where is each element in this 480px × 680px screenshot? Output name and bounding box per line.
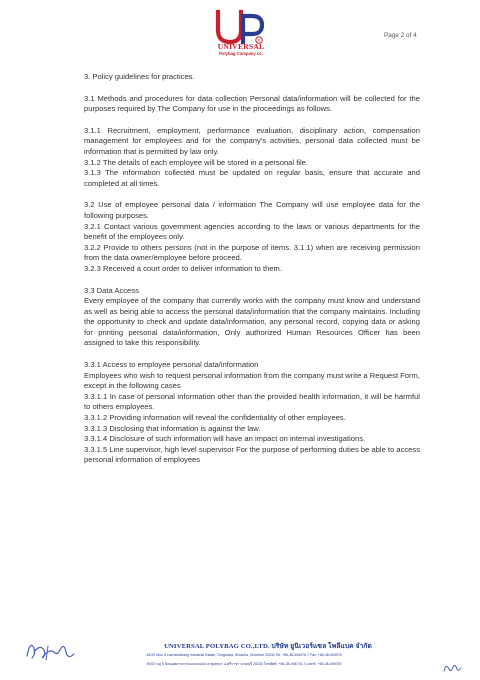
handwritten-initials <box>442 661 462 675</box>
paragraph-3-1: 3.1 Methods and procedures for data collection Personal data/information will be collected for the purposes required by The Company for use in the proceedings as follows. <box>84 93 420 114</box>
footer-company-name: UNIVERSAL POLYBAG CO.,LTD. บริษัท ยูนิเวอร์แซล โพลีแบค จำกัด <box>164 643 372 650</box>
document-body <box>84 72 420 466</box>
paragraph-3-1-2: 3.1.2 The details of each employee will be stored in a personal file. <box>84 157 309 167</box>
brand-name: UNIVERSAL <box>217 42 265 51</box>
paragraph-3-3-1-4: 3.3.1.4 Disclosure of such information will have an impact on internal investigations. <box>84 434 366 444</box>
paragraph-3-2-3: 3.2.3 Received a court order to deliver information to them. <box>84 263 282 273</box>
svg-text:R: R <box>257 37 261 43</box>
paragraph-3-2: 3.2 Use of employee personal data / information The Company will use employee data for the following purposes. <box>84 200 420 220</box>
paragraph-3-1-3: 3.1.3 The information collected must be updated on regular basis, ensure that accurate and completed at all times. <box>84 168 420 188</box>
brand-subtitle: Polybag Company co. <box>219 51 263 56</box>
company-logo <box>212 8 268 66</box>
footer-address-thai: 49/22 หมู่ 5 นิคมอุตสาหกรรมแหลมฉบัง ต.ทุ่งสุขลา อ.ศรีราชา จ.ชลบุรี 20230 โทรศัพท์. +66-38-494076-7 แฟกซ์. +66-38-494078 <box>146 662 342 666</box>
paragraph-3-3-1-2: 3.3.1.2 Providing information will reveal the confidentiality of other employees. <box>84 413 346 423</box>
paragraph-3-3-1-5: 3.3.1.5 Line supervisor, high level supervisor For the purpose of performing duties be able to access personal information of employees <box>84 444 421 465</box>
paragraph-3-1-1: 3.1.1 Recruitment, employment, performance evaluation, disciplinary action, compensation management for employees and for the company's activities, personal data collected must be information that is permitted by law only. <box>84 125 420 156</box>
heading-3-3-1: 3.3.1 Access to employee personal data/information <box>84 360 259 370</box>
heading-3-3: 3.3 Data Access <box>84 285 139 295</box>
paragraph-3-3: Every employee of the company that currently works with the company must know and understand as well as being able to access the personal data/information that the company maintains. Including the opportunity to check and update data/information, any personal record, copying data or asking for printing personal data/information, Only authorized Human Resources Officer has been assigned to take this responsibility. <box>84 296 420 348</box>
paragraph-3-3-1: Employees who wish to request personal information from the company must write a Request Form, except in the following cases <box>84 370 420 391</box>
paragraph-3-3-1-1: 3.3.1.1 In case of personal information other than the provided health information, it will be harmful to others employees. <box>84 391 420 412</box>
paragraph-3-2-2: 3.2.2 Provide to others persons (not in the purpose of items. 3.1.1) when are receiving permission from the data owner/employee before proceed. <box>84 242 420 263</box>
paragraph-3-2-1: 3.2.1 Contact various government agencies according to the laws or various departments for the benefit of the employees only. <box>84 221 420 242</box>
footer-address-english: 49/22 Moo 5 Laemchabang Industrial Estate, Tungsukla, Sriracha, Chonburi 20230 Tel. +66-38-494076-7 Fax. +66-38-494078 <box>146 653 342 657</box>
page-number: Page 2 of 4 <box>384 32 417 39</box>
section-title: 3. Policy guidelines for practices. <box>84 72 195 81</box>
paragraph-3-3-1-3: 3.3.1.3 Disclosing that information is against the law. <box>84 423 261 433</box>
